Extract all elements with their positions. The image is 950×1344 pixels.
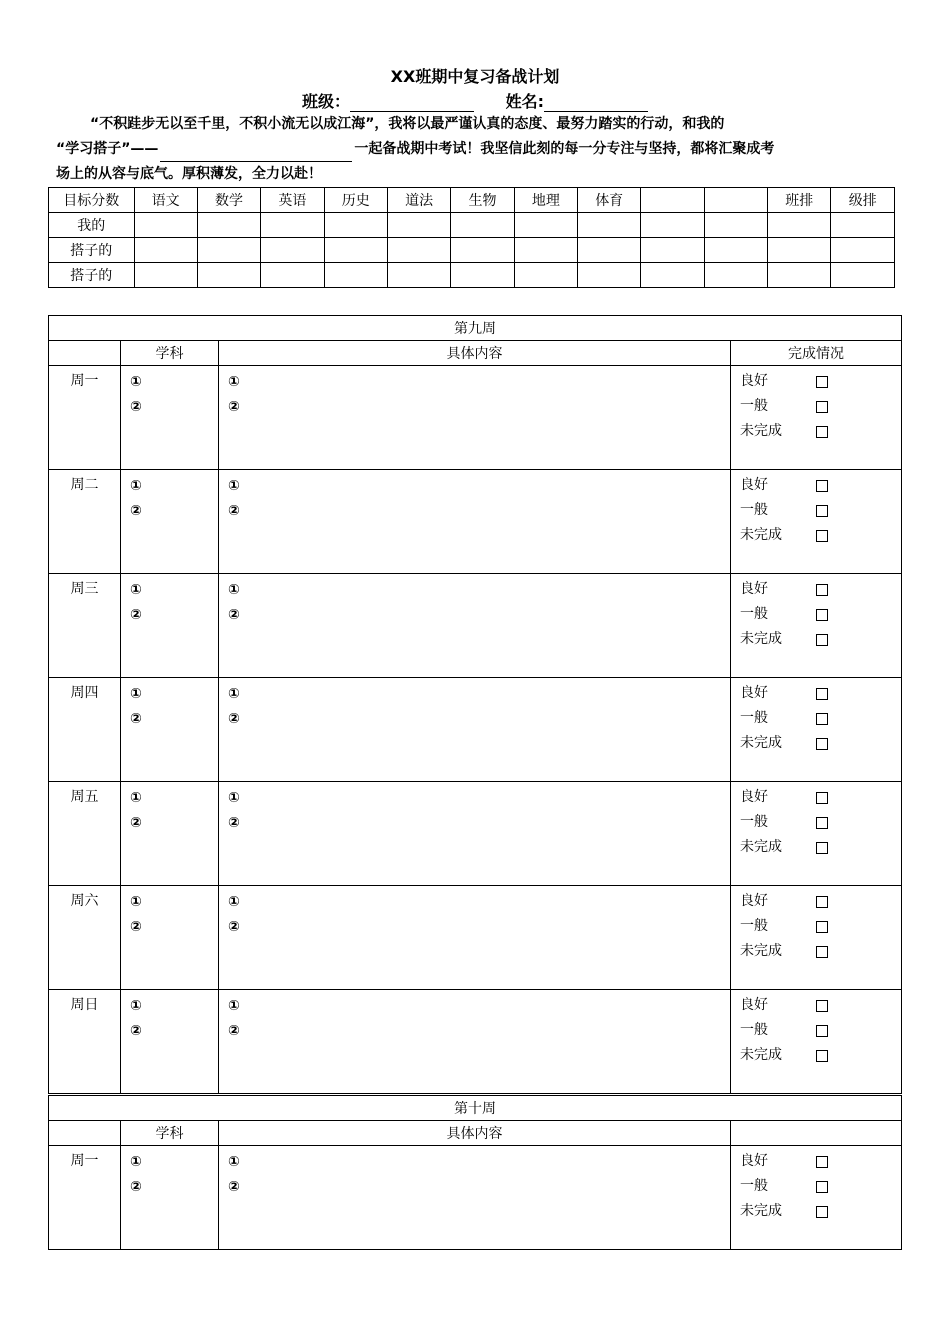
item-marker: ②: [130, 919, 142, 935]
status-cell: [731, 782, 902, 886]
checkbox-icon[interactable]: [816, 1206, 828, 1218]
day-name: 周一: [49, 366, 121, 470]
day-name: 周五: [49, 782, 121, 886]
status-label: 未完成: [740, 527, 782, 543]
item-marker: ②: [228, 399, 240, 415]
item-marker: ①: [130, 478, 142, 494]
subject-cell[interactable]: [121, 678, 219, 782]
status-cell: [731, 678, 902, 782]
score-input-cell[interactable]: [514, 213, 577, 238]
score-input-cell[interactable]: [704, 263, 767, 288]
score-header-cell: 体育: [578, 188, 641, 213]
score-input-cell[interactable]: [831, 238, 895, 263]
checkbox-icon[interactable]: [816, 896, 828, 908]
score-input-cell[interactable]: [261, 213, 324, 238]
day-row: [49, 678, 902, 782]
score-header-row: [49, 188, 895, 213]
content-cell[interactable]: [219, 782, 731, 886]
score-row: [49, 213, 895, 238]
score-input-cell[interactable]: [134, 213, 197, 238]
checkbox-icon[interactable]: [816, 634, 828, 646]
score-input-cell[interactable]: [451, 213, 514, 238]
week-title: 第十周: [49, 1096, 902, 1121]
partner-blank[interactable]: [160, 147, 352, 162]
content-cell[interactable]: [219, 1146, 731, 1250]
item-marker: ①: [130, 582, 142, 598]
pledge-line-2: [56, 137, 901, 162]
item-marker: ①: [228, 582, 240, 598]
status-option: [740, 914, 901, 939]
subject-cell[interactable]: [121, 886, 219, 990]
score-header-cell: 级排: [831, 188, 895, 213]
checkbox-icon[interactable]: [816, 1050, 828, 1062]
score-header-cell: 地理: [514, 188, 577, 213]
score-header-cell: 目标分数: [49, 188, 135, 213]
status-option: [740, 1149, 901, 1174]
day-name: 周四: [49, 678, 121, 782]
item-marker: ①: [130, 686, 142, 702]
status-label: 未完成: [740, 1047, 782, 1063]
week-nine-table: [48, 315, 902, 1094]
item-marker: ①: [228, 894, 240, 910]
pledge-paragraph: [56, 112, 901, 187]
score-input-cell[interactable]: [768, 213, 831, 238]
item-marker: ①: [130, 374, 142, 390]
score-input-cell[interactable]: [641, 238, 704, 263]
checkbox-icon[interactable]: [816, 688, 828, 700]
subject-column-header: 学科: [121, 1121, 219, 1146]
score-input-cell[interactable]: [514, 263, 577, 288]
content-cell[interactable]: [219, 678, 731, 782]
day-row: [49, 366, 902, 470]
score-input-cell[interactable]: [514, 238, 577, 263]
pledge-line-1: “不积跬步无以至千里，不积小流无以成江海”，我将以最严谨认真的态度、最努力踏实的行动，和我的: [90, 116, 725, 132]
name-label: 姓名:: [505, 92, 544, 111]
page-title: XX班期中复习备战计划: [390, 67, 560, 86]
score-input-cell[interactable]: [387, 213, 450, 238]
score-row-label: 搭子的: [49, 238, 135, 263]
status-label: 未完成: [740, 1203, 782, 1219]
item-marker: ①: [228, 686, 240, 702]
status-label: 未完成: [740, 839, 782, 855]
checkbox-icon[interactable]: [816, 480, 828, 492]
score-row: [49, 238, 895, 263]
score-input-cell[interactable]: [324, 213, 387, 238]
day-row: [49, 886, 902, 990]
status-cell: [731, 470, 902, 574]
content-cell[interactable]: [219, 990, 731, 1094]
subject-cell[interactable]: [121, 990, 219, 1094]
item-marker: ①: [130, 998, 142, 1014]
subject-cell[interactable]: [121, 1146, 219, 1250]
item-marker: ①: [228, 478, 240, 494]
week-column-header-row: [49, 1121, 902, 1146]
checkbox-icon[interactable]: [816, 426, 828, 438]
score-input-cell[interactable]: [704, 238, 767, 263]
score-input-cell[interactable]: [704, 213, 767, 238]
score-row-label: 我的: [49, 213, 135, 238]
content-column-header: 具体内容: [219, 1121, 731, 1146]
status-label: 一般: [740, 1022, 768, 1038]
pledge-line-2-pre: “学习搭子”——: [56, 141, 159, 157]
status-cell: [731, 990, 902, 1094]
status-option: [740, 731, 901, 756]
day-row: [49, 574, 902, 678]
checkbox-icon[interactable]: [816, 530, 828, 542]
item-marker: ②: [228, 919, 240, 935]
status-label: 未完成: [740, 943, 782, 959]
score-input-cell[interactable]: [451, 238, 514, 263]
score-input-cell[interactable]: [641, 213, 704, 238]
checkbox-icon[interactable]: [816, 609, 828, 621]
status-label: 良好: [740, 373, 768, 389]
subject-cell[interactable]: [121, 574, 219, 678]
status-label: 未完成: [740, 735, 782, 751]
status-cell: [731, 574, 902, 678]
score-input-cell[interactable]: [387, 238, 450, 263]
day-row: [49, 1146, 902, 1250]
item-marker: ②: [130, 815, 142, 831]
score-header-cell: 数学: [197, 188, 260, 213]
score-header-cell: [641, 188, 704, 213]
checkbox-icon[interactable]: [816, 1000, 828, 1012]
score-input-cell[interactable]: [768, 263, 831, 288]
score-input-cell[interactable]: [578, 213, 641, 238]
day-name: 周二: [49, 470, 121, 574]
status-label: 良好: [740, 893, 768, 909]
status-option: [740, 785, 901, 810]
status-label: 未完成: [740, 423, 782, 439]
score-input-cell[interactable]: [134, 263, 197, 288]
checkbox-icon[interactable]: [816, 817, 828, 829]
status-column-header: 完成情况: [731, 341, 902, 366]
item-marker: ②: [228, 1179, 240, 1195]
status-cell: [731, 886, 902, 990]
status-option: [740, 577, 901, 602]
checkbox-icon[interactable]: [816, 1025, 828, 1037]
status-option: [740, 498, 901, 523]
week-column-header-row: [49, 341, 902, 366]
checkbox-icon[interactable]: [816, 584, 828, 596]
status-label: 一般: [740, 398, 768, 414]
item-marker: ②: [228, 607, 240, 623]
score-input-cell[interactable]: [261, 238, 324, 263]
status-label: 良好: [740, 477, 768, 493]
status-option: [740, 993, 901, 1018]
score-input-cell[interactable]: [641, 263, 704, 288]
score-row: [49, 263, 895, 288]
day-name: 周日: [49, 990, 121, 1094]
score-input-cell[interactable]: [134, 238, 197, 263]
score-input-cell[interactable]: [324, 263, 387, 288]
item-marker: ①: [130, 894, 142, 910]
score-header-cell: 班排: [768, 188, 831, 213]
checkbox-icon[interactable]: [816, 1181, 828, 1193]
item-marker: ②: [130, 503, 142, 519]
status-label: 良好: [740, 685, 768, 701]
checkbox-icon[interactable]: [816, 842, 828, 854]
item-marker: ①: [228, 790, 240, 806]
status-option: [740, 369, 901, 394]
status-label: 良好: [740, 789, 768, 805]
content-cell[interactable]: [219, 886, 731, 990]
status-cell: [731, 1146, 902, 1250]
item-marker: ①: [130, 790, 142, 806]
score-input-cell[interactable]: [197, 238, 260, 263]
item-marker: ①: [228, 374, 240, 390]
status-option: [740, 681, 901, 706]
content-cell[interactable]: [219, 470, 731, 574]
status-option: [740, 394, 901, 419]
week-title-row: [49, 1096, 902, 1121]
day-row: [49, 782, 902, 886]
item-marker: ②: [130, 1023, 142, 1039]
status-label: 一般: [740, 502, 768, 518]
status-option: [740, 835, 901, 860]
score-header-cell: 英语: [261, 188, 324, 213]
day-row: [49, 470, 902, 574]
status-label: 一般: [740, 1178, 768, 1194]
status-option: [740, 473, 901, 498]
class-blank[interactable]: [350, 95, 474, 112]
item-marker: ①: [130, 1154, 142, 1170]
subject-cell[interactable]: [121, 366, 219, 470]
status-label: 良好: [740, 997, 768, 1013]
checkbox-icon[interactable]: [816, 401, 828, 413]
status-option: [740, 706, 901, 731]
week-title: 第九周: [49, 316, 902, 341]
score-header-cell: 道法: [387, 188, 450, 213]
item-marker: ②: [228, 711, 240, 727]
status-label: 未完成: [740, 631, 782, 647]
checkbox-icon[interactable]: [816, 505, 828, 517]
score-input-cell[interactable]: [197, 263, 260, 288]
status-label: 一般: [740, 606, 768, 622]
subject-cell[interactable]: [121, 782, 219, 886]
day-row: [49, 990, 902, 1094]
status-option: [740, 627, 901, 652]
status-option: [740, 889, 901, 914]
week-ten-table: [48, 1095, 902, 1250]
score-input-cell[interactable]: [768, 238, 831, 263]
status-option: [740, 419, 901, 444]
status-cell: [731, 366, 902, 470]
day-name: 周一: [49, 1146, 121, 1250]
checkbox-icon[interactable]: [816, 946, 828, 958]
info-line: [0, 89, 950, 112]
score-input-cell[interactable]: [831, 263, 895, 288]
checkbox-icon[interactable]: [816, 713, 828, 725]
score-input-cell[interactable]: [451, 263, 514, 288]
subject-cell[interactable]: [121, 470, 219, 574]
status-option: [740, 523, 901, 548]
score-input-cell[interactable]: [197, 213, 260, 238]
status-option: [740, 602, 901, 627]
score-header-cell: 历史: [324, 188, 387, 213]
score-input-cell[interactable]: [387, 263, 450, 288]
status-label: 良好: [740, 581, 768, 597]
score-header-cell: 语文: [134, 188, 197, 213]
pledge-line-3: 场上的从容与底气。厚积薄发，全力以赴！: [56, 166, 322, 182]
status-option: [740, 810, 901, 835]
score-header-cell: 生物: [451, 188, 514, 213]
checkbox-icon[interactable]: [816, 376, 828, 388]
checkbox-icon[interactable]: [816, 1156, 828, 1168]
name-blank[interactable]: [544, 95, 648, 112]
day-column-header: [49, 1121, 121, 1146]
status-column-header: [731, 1121, 902, 1146]
checkbox-icon[interactable]: [816, 738, 828, 750]
day-name: 周六: [49, 886, 121, 990]
status-option: [740, 1043, 901, 1068]
item-marker: ②: [228, 1023, 240, 1039]
status-label: 良好: [740, 1153, 768, 1169]
score-input-cell[interactable]: [578, 263, 641, 288]
score-header-cell: [704, 188, 767, 213]
pledge-line-2-post: 一起备战期中考试！我坚信此刻的每一分专注与坚持，都将汇聚成考: [354, 141, 775, 157]
class-label: 班级：: [302, 92, 351, 111]
item-marker: ②: [228, 815, 240, 831]
checkbox-icon[interactable]: [816, 792, 828, 804]
status-option: [740, 939, 901, 964]
item-marker: ①: [228, 998, 240, 1014]
score-input-cell[interactable]: [261, 263, 324, 288]
score-input-cell[interactable]: [831, 213, 895, 238]
score-row-label: 搭子的: [49, 263, 135, 288]
content-cell[interactable]: [219, 574, 731, 678]
item-marker: ②: [130, 711, 142, 727]
score-input-cell[interactable]: [324, 238, 387, 263]
item-marker: ②: [130, 399, 142, 415]
day-column-header: [49, 341, 121, 366]
item-marker: ②: [228, 503, 240, 519]
item-marker: ②: [130, 1179, 142, 1195]
status-option: [740, 1174, 901, 1199]
status-label: 一般: [740, 710, 768, 726]
score-input-cell[interactable]: [578, 238, 641, 263]
status-label: 一般: [740, 918, 768, 934]
week-title-row: [49, 316, 902, 341]
status-option: [740, 1018, 901, 1043]
target-score-table: [48, 187, 895, 288]
content-column-header: 具体内容: [219, 341, 731, 366]
checkbox-icon[interactable]: [816, 921, 828, 933]
item-marker: ①: [228, 1154, 240, 1170]
subject-column-header: 学科: [121, 341, 219, 366]
content-cell[interactable]: [219, 366, 731, 470]
item-marker: ②: [130, 607, 142, 623]
day-name: 周三: [49, 574, 121, 678]
status-label: 一般: [740, 814, 768, 830]
status-option: [740, 1199, 901, 1224]
